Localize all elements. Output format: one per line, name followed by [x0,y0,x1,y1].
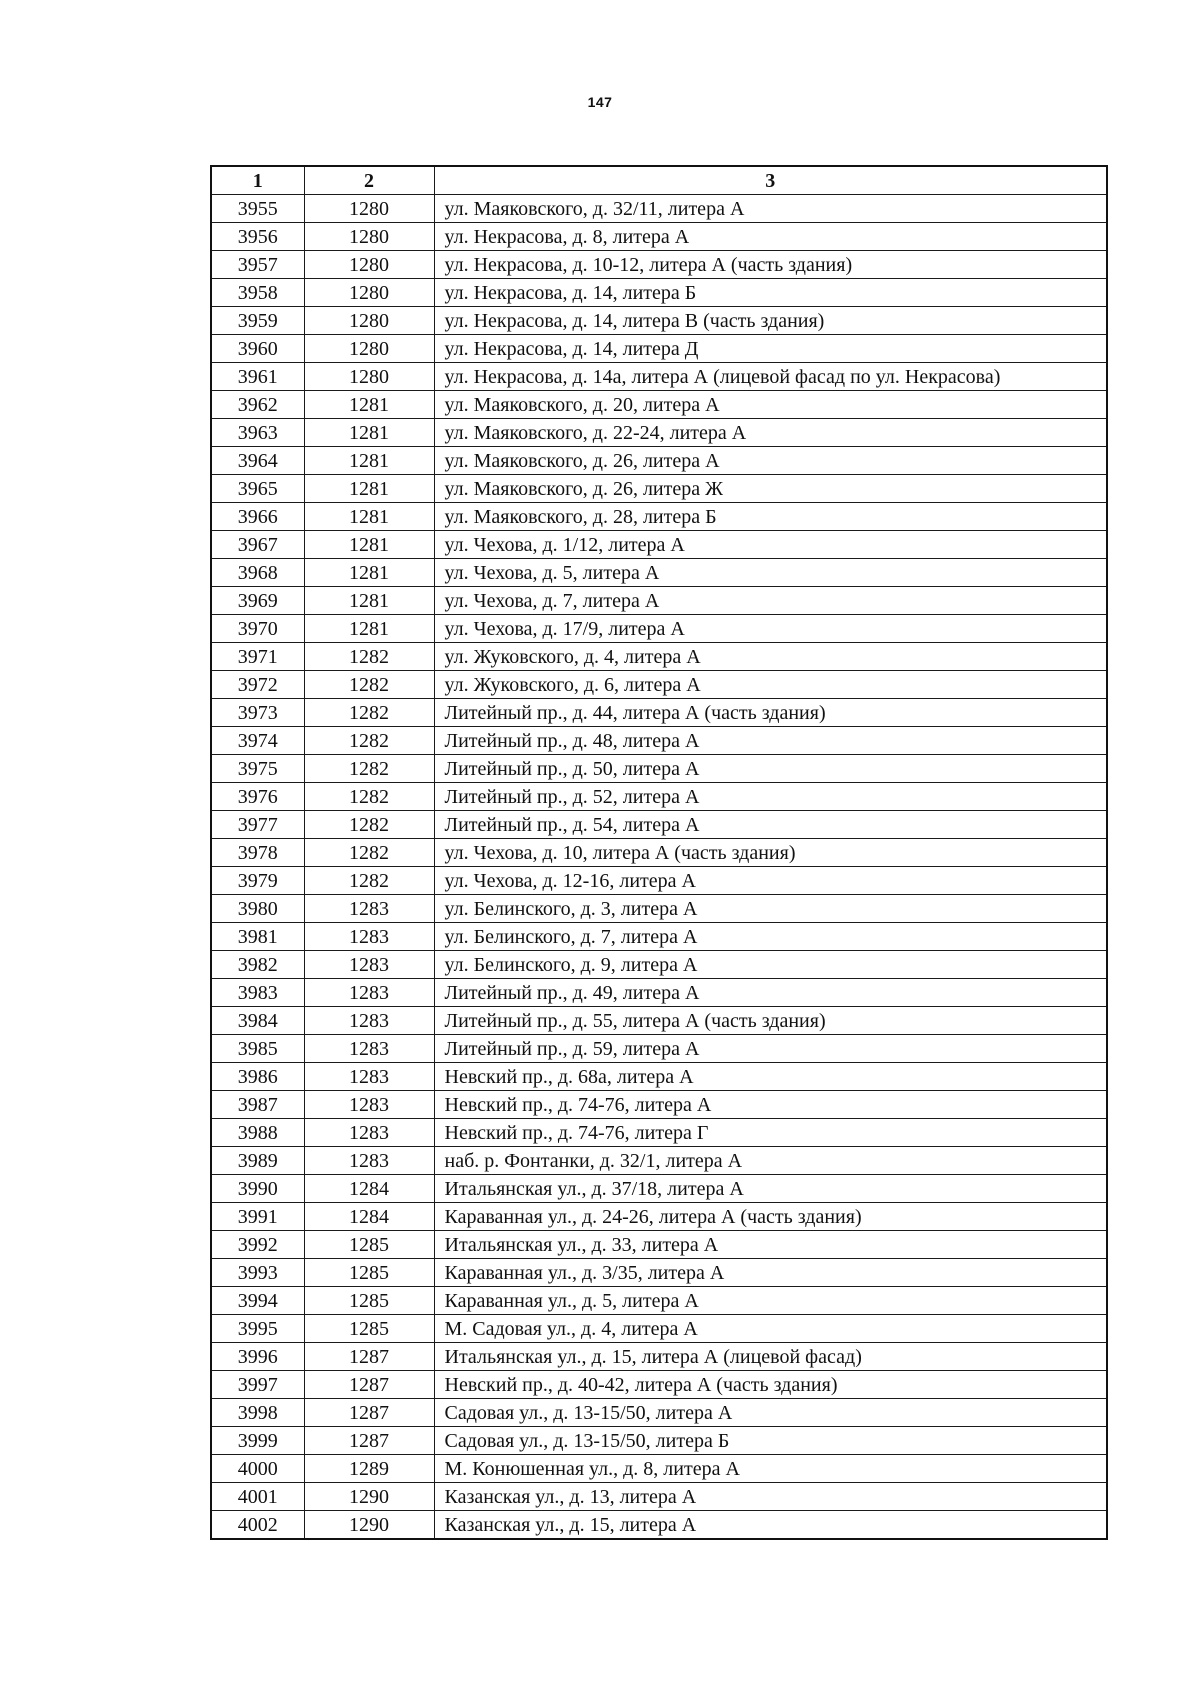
address-cell: М. Конюшенная ул., д. 8, литера А [434,1455,1107,1483]
row-number-cell: 3993 [211,1259,304,1287]
address-cell: ул. Некрасова, д. 10-12, литера А (часть здания) [434,251,1107,279]
row-number-cell: 3974 [211,727,304,755]
code-cell: 1280 [304,195,434,223]
table-row [211,643,1107,671]
code-cell: 1282 [304,755,434,783]
table-row [211,895,1107,923]
table-row [211,1483,1107,1511]
address-cell: Литейный пр., д. 49, литера А [434,979,1107,1007]
address-cell: наб. р. Фонтанки, д. 32/1, литера А [434,1147,1107,1175]
table-row [211,335,1107,363]
table-row [211,1511,1107,1540]
table-row [211,1175,1107,1203]
row-number-cell: 3971 [211,643,304,671]
code-cell: 1280 [304,363,434,391]
address-cell: Литейный пр., д. 59, литера А [434,1035,1107,1063]
table-row [211,727,1107,755]
address-cell: ул. Белинского, д. 9, литера А [434,951,1107,979]
table-row [211,671,1107,699]
header-row [211,166,1107,195]
row-number-cell: 3966 [211,503,304,531]
row-number-cell: 3964 [211,447,304,475]
row-number-cell: 3998 [211,1399,304,1427]
table-row [211,699,1107,727]
table-row [211,979,1107,1007]
address-cell: Итальянская ул., д. 15, литера А (лицевой фасад) [434,1343,1107,1371]
row-number-cell: 3992 [211,1231,304,1259]
row-number-cell: 3967 [211,531,304,559]
code-cell: 1283 [304,1035,434,1063]
row-number-cell: 3984 [211,1007,304,1035]
code-cell: 1285 [304,1315,434,1343]
code-cell: 1282 [304,699,434,727]
code-cell: 1283 [304,1147,434,1175]
address-cell: ул. Маяковского, д. 26, литера А [434,447,1107,475]
address-cell: Невский пр., д. 68а, литера А [434,1063,1107,1091]
table-row [211,391,1107,419]
code-cell: 1281 [304,447,434,475]
row-number-cell: 3999 [211,1427,304,1455]
row-number-cell: 3991 [211,1203,304,1231]
row-number-cell: 3968 [211,559,304,587]
table-row [211,1231,1107,1259]
row-number-cell: 3995 [211,1315,304,1343]
table-row [211,923,1107,951]
code-cell: 1289 [304,1455,434,1483]
table-row [211,1203,1107,1231]
code-cell: 1281 [304,475,434,503]
address-cell: Литейный пр., д. 44, литера А (часть здания) [434,699,1107,727]
code-cell: 1282 [304,839,434,867]
code-cell: 1287 [304,1427,434,1455]
address-cell: ул. Некрасова, д. 14, литера Б [434,279,1107,307]
row-number-cell: 3987 [211,1091,304,1119]
row-number-cell: 3983 [211,979,304,1007]
address-cell: ул. Чехова, д. 12-16, литера А [434,867,1107,895]
row-number-cell: 3963 [211,419,304,447]
header-col-3: 3 [434,166,1107,195]
row-number-cell: 3955 [211,195,304,223]
table-row [211,1427,1107,1455]
table-row [211,867,1107,895]
row-number-cell: 3962 [211,391,304,419]
address-cell: Невский пр., д. 74-76, литера Г [434,1119,1107,1147]
row-number-cell: 3961 [211,363,304,391]
code-cell: 1282 [304,727,434,755]
address-cell: ул. Жуковского, д. 6, литера А [434,671,1107,699]
code-cell: 1282 [304,643,434,671]
code-cell: 1283 [304,895,434,923]
address-cell: Караванная ул., д. 24-26, литера А (часть здания) [434,1203,1107,1231]
row-number-cell: 3975 [211,755,304,783]
code-cell: 1283 [304,1007,434,1035]
table-row [211,279,1107,307]
row-number-cell: 3981 [211,923,304,951]
table-row [211,503,1107,531]
row-number-cell: 3957 [211,251,304,279]
code-cell: 1280 [304,307,434,335]
address-cell: Садовая ул., д. 13-15/50, литера А [434,1399,1107,1427]
address-cell: Садовая ул., д. 13-15/50, литера Б [434,1427,1107,1455]
address-cell: ул. Маяковского, д. 28, литера Б [434,503,1107,531]
table-row [211,951,1107,979]
registry-table-container [210,165,1106,1540]
table-row [211,307,1107,335]
row-number-cell: 3958 [211,279,304,307]
row-number-cell: 3988 [211,1119,304,1147]
row-number-cell: 3973 [211,699,304,727]
table-row [211,1091,1107,1119]
address-cell: ул. Чехова, д. 7, литера А [434,587,1107,615]
row-number-cell: 3986 [211,1063,304,1091]
code-cell: 1284 [304,1175,434,1203]
row-number-cell: 4001 [211,1483,304,1511]
table-row [211,251,1107,279]
code-cell: 1283 [304,923,434,951]
address-cell: ул. Маяковского, д. 20, литера А [434,391,1107,419]
table-row [211,1007,1107,1035]
code-cell: 1283 [304,1091,434,1119]
code-cell: 1290 [304,1483,434,1511]
code-cell: 1281 [304,531,434,559]
code-cell: 1282 [304,671,434,699]
row-number-cell: 3997 [211,1371,304,1399]
address-cell: ул. Белинского, д. 7, литера А [434,923,1107,951]
address-cell: ул. Жуковского, д. 4, литера А [434,643,1107,671]
table-header [211,166,1107,195]
address-cell: ул. Маяковского, д. 22-24, литера А [434,419,1107,447]
row-number-cell: 3960 [211,335,304,363]
address-cell: Литейный пр., д. 54, литера А [434,811,1107,839]
code-cell: 1283 [304,1119,434,1147]
row-number-cell: 3979 [211,867,304,895]
row-number-cell: 3970 [211,615,304,643]
code-cell: 1283 [304,951,434,979]
row-number-cell: 3969 [211,587,304,615]
code-cell: 1281 [304,391,434,419]
row-number-cell: 3996 [211,1343,304,1371]
table-row [211,1287,1107,1315]
table-row [211,587,1107,615]
code-cell: 1281 [304,559,434,587]
table-row [211,195,1107,223]
address-cell: ул. Некрасова, д. 14, литера В (часть здания) [434,307,1107,335]
table-row [211,559,1107,587]
address-cell: ул. Маяковского, д. 26, литера Ж [434,475,1107,503]
code-cell: 1281 [304,587,434,615]
table-row [211,363,1107,391]
address-cell: Литейный пр., д. 52, литера А [434,783,1107,811]
address-cell: ул. Некрасова, д. 8, литера А [434,223,1107,251]
code-cell: 1285 [304,1231,434,1259]
address-cell: ул. Белинского, д. 3, литера А [434,895,1107,923]
row-number-cell: 3965 [211,475,304,503]
address-cell: ул. Чехова, д. 5, литера А [434,559,1107,587]
table-row [211,223,1107,251]
code-cell: 1282 [304,811,434,839]
address-cell: М. Садовая ул., д. 4, литера А [434,1315,1107,1343]
code-cell: 1282 [304,783,434,811]
registry-table [210,165,1108,1540]
address-cell: ул. Маяковского, д. 32/11, литера А [434,195,1107,223]
table-body [211,195,1107,1540]
code-cell: 1285 [304,1259,434,1287]
row-number-cell: 3972 [211,671,304,699]
table-row [211,1455,1107,1483]
code-cell: 1287 [304,1343,434,1371]
code-cell: 1280 [304,279,434,307]
row-number-cell: 3990 [211,1175,304,1203]
table-row [211,1119,1107,1147]
code-cell: 1284 [304,1203,434,1231]
row-number-cell: 3985 [211,1035,304,1063]
row-number-cell: 4000 [211,1455,304,1483]
code-cell: 1280 [304,223,434,251]
code-cell: 1280 [304,251,434,279]
code-cell: 1281 [304,419,434,447]
address-cell: Казанская ул., д. 15, литера А [434,1511,1107,1540]
code-cell: 1283 [304,979,434,1007]
code-cell: 1285 [304,1287,434,1315]
address-cell: Литейный пр., д. 55, литера А (часть здания) [434,1007,1107,1035]
address-cell: Казанская ул., д. 13, литера А [434,1483,1107,1511]
address-cell: Итальянская ул., д. 33, литера А [434,1231,1107,1259]
address-cell: ул. Чехова, д. 17/9, литера А [434,615,1107,643]
code-cell: 1283 [304,1063,434,1091]
header-col-1: 1 [211,166,304,195]
code-cell: 1287 [304,1371,434,1399]
address-cell: ул. Чехова, д. 1/12, литера А [434,531,1107,559]
code-cell: 1290 [304,1511,434,1540]
row-number-cell: 3989 [211,1147,304,1175]
row-number-cell: 3976 [211,783,304,811]
row-number-cell: 3980 [211,895,304,923]
table-row [211,1147,1107,1175]
code-cell: 1281 [304,615,434,643]
table-row [211,1035,1107,1063]
row-number-cell: 3977 [211,811,304,839]
table-row [211,1343,1107,1371]
row-number-cell: 3994 [211,1287,304,1315]
address-cell: Невский пр., д. 40-42, литера А (часть здания) [434,1371,1107,1399]
row-number-cell: 4002 [211,1511,304,1540]
table-row [211,447,1107,475]
table-row [211,1399,1107,1427]
address-cell: ул. Чехова, д. 10, литера А (часть здания) [434,839,1107,867]
table-row [211,419,1107,447]
code-cell: 1281 [304,503,434,531]
row-number-cell: 3956 [211,223,304,251]
header-col-2: 2 [304,166,434,195]
table-row [211,531,1107,559]
address-cell: ул. Некрасова, д. 14, литера Д [434,335,1107,363]
row-number-cell: 3959 [211,307,304,335]
table-row [211,475,1107,503]
table-row [211,1371,1107,1399]
row-number-cell: 3982 [211,951,304,979]
table-row [211,1315,1107,1343]
page-number: 147 [587,94,613,110]
table-row [211,839,1107,867]
address-cell: Караванная ул., д. 3/35, литера А [434,1259,1107,1287]
table-row [211,755,1107,783]
code-cell: 1287 [304,1399,434,1427]
address-cell: Литейный пр., д. 50, литера А [434,755,1107,783]
code-cell: 1282 [304,867,434,895]
row-number-cell: 3978 [211,839,304,867]
address-cell: Караванная ул., д. 5, литера А [434,1287,1107,1315]
address-cell: ул. Некрасова, д. 14а, литера А (лицевой фасад по ул. Некрасова) [434,363,1107,391]
table-row [211,811,1107,839]
address-cell: Литейный пр., д. 48, литера А [434,727,1107,755]
address-cell: Итальянская ул., д. 37/18, литера А [434,1175,1107,1203]
table-row [211,783,1107,811]
table-row [211,615,1107,643]
table-row [211,1259,1107,1287]
table-row [211,1063,1107,1091]
code-cell: 1280 [304,335,434,363]
address-cell: Невский пр., д. 74-76, литера А [434,1091,1107,1119]
